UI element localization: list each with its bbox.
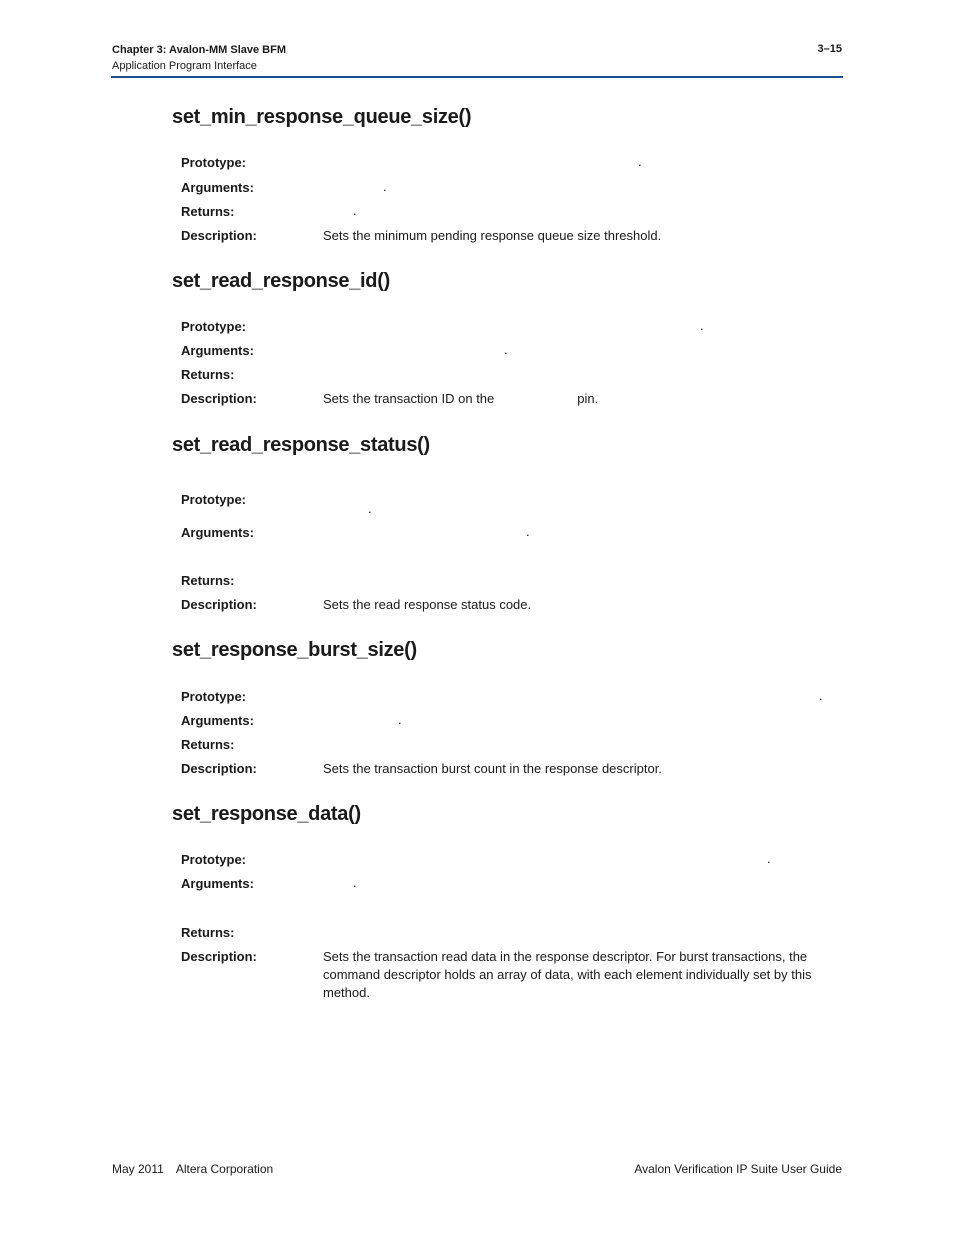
prototype-period: .: [700, 318, 704, 333]
description-row: [181, 596, 841, 614]
returns-row: [181, 366, 841, 384]
header-rule: [111, 76, 843, 78]
description-label: Description:: [181, 761, 257, 776]
description-row: [181, 390, 841, 408]
description-text: Sets the minimum pending response queue size threshold.: [323, 228, 662, 243]
footer-left: [112, 1162, 273, 1176]
arguments-period: .: [353, 875, 357, 890]
description-row: [181, 948, 841, 1002]
returns-label: Returns:: [181, 925, 235, 940]
description-text-post: pin.: [577, 391, 599, 406]
prototype-row: [181, 688, 841, 706]
returns-period: .: [353, 203, 357, 218]
section-title-set-read-response-id: set_read_response_id(): [172, 270, 390, 292]
prototype-period: .: [819, 688, 823, 703]
description-label: Description:: [181, 949, 257, 964]
page-header: [112, 43, 842, 74]
description-text: Sets the read response status code.: [323, 597, 532, 612]
returns-row: [181, 203, 841, 221]
description-label: Description:: [181, 597, 257, 612]
arguments-label: Arguments:: [181, 713, 254, 728]
returns-label: Returns:: [181, 367, 235, 382]
arguments-label: Arguments:: [181, 180, 254, 195]
prototype-row: [181, 491, 841, 509]
arguments-period: .: [526, 524, 530, 539]
returns-label: Returns:: [181, 204, 235, 219]
returns-row: [181, 736, 841, 754]
prototype-row: [181, 318, 841, 336]
prototype-period: .: [368, 501, 372, 516]
prototype-period: .: [638, 154, 642, 169]
arguments-period: .: [504, 342, 508, 357]
footer-doc-title: Avalon Verification IP Suite User Guide: [634, 1162, 842, 1176]
arguments-label: Arguments:: [181, 525, 254, 540]
arguments-period: .: [398, 712, 402, 727]
description-text: [323, 390, 828, 408]
description-label: Description:: [181, 228, 257, 243]
description-text: Sets the transaction read data in the response descriptor. For burst transactions, the command descriptor holds an array of data, with each element individually set by this method.: [323, 949, 812, 1000]
returns-row: [181, 924, 841, 942]
prototype-label: Prototype:: [181, 852, 246, 867]
arguments-row: [181, 179, 841, 197]
section-title-set-min-response-queue-size: set_min_response_queue_size(): [172, 106, 472, 128]
prototype-period: .: [767, 851, 771, 866]
arguments-label: Arguments:: [181, 876, 254, 891]
arguments-row: [181, 342, 841, 360]
chapter-title: Chapter 3: Avalon-MM Slave BFM: [112, 44, 286, 56]
footer-company: Altera Corporation: [175, 1162, 274, 1176]
prototype-label: Prototype:: [181, 492, 246, 507]
prototype-row: [181, 154, 841, 172]
section-title-set-response-data: set_response_data(): [172, 803, 361, 825]
arguments-label: Arguments:: [181, 343, 254, 358]
arguments-period: .: [383, 179, 387, 194]
prototype-row: [181, 851, 841, 869]
section-title-set-response-burst-size: set_response_burst_size(): [172, 639, 417, 661]
section-title-set-read-response-status: set_read_response_status(): [172, 434, 430, 456]
arguments-row: [181, 524, 841, 542]
footer-date: May 2011: [112, 1162, 164, 1176]
arguments-row: [181, 712, 841, 730]
description-row: [181, 227, 841, 245]
description-row: [181, 760, 841, 778]
prototype-label: Prototype:: [181, 689, 246, 704]
arguments-row: [181, 875, 841, 893]
section-name: Application Program Interface: [112, 60, 257, 72]
returns-row: [181, 572, 841, 590]
prototype-label: Prototype:: [181, 319, 246, 334]
page-number: 3–15: [817, 43, 842, 55]
prototype-label: Prototype:: [181, 155, 246, 170]
description-text-pre: Sets the transaction ID on the: [323, 391, 495, 406]
description-label: Description:: [181, 391, 257, 406]
returns-label: Returns:: [181, 573, 235, 588]
description-text: Sets the transaction burst count in the response descriptor.: [323, 761, 662, 776]
returns-label: Returns:: [181, 737, 235, 752]
